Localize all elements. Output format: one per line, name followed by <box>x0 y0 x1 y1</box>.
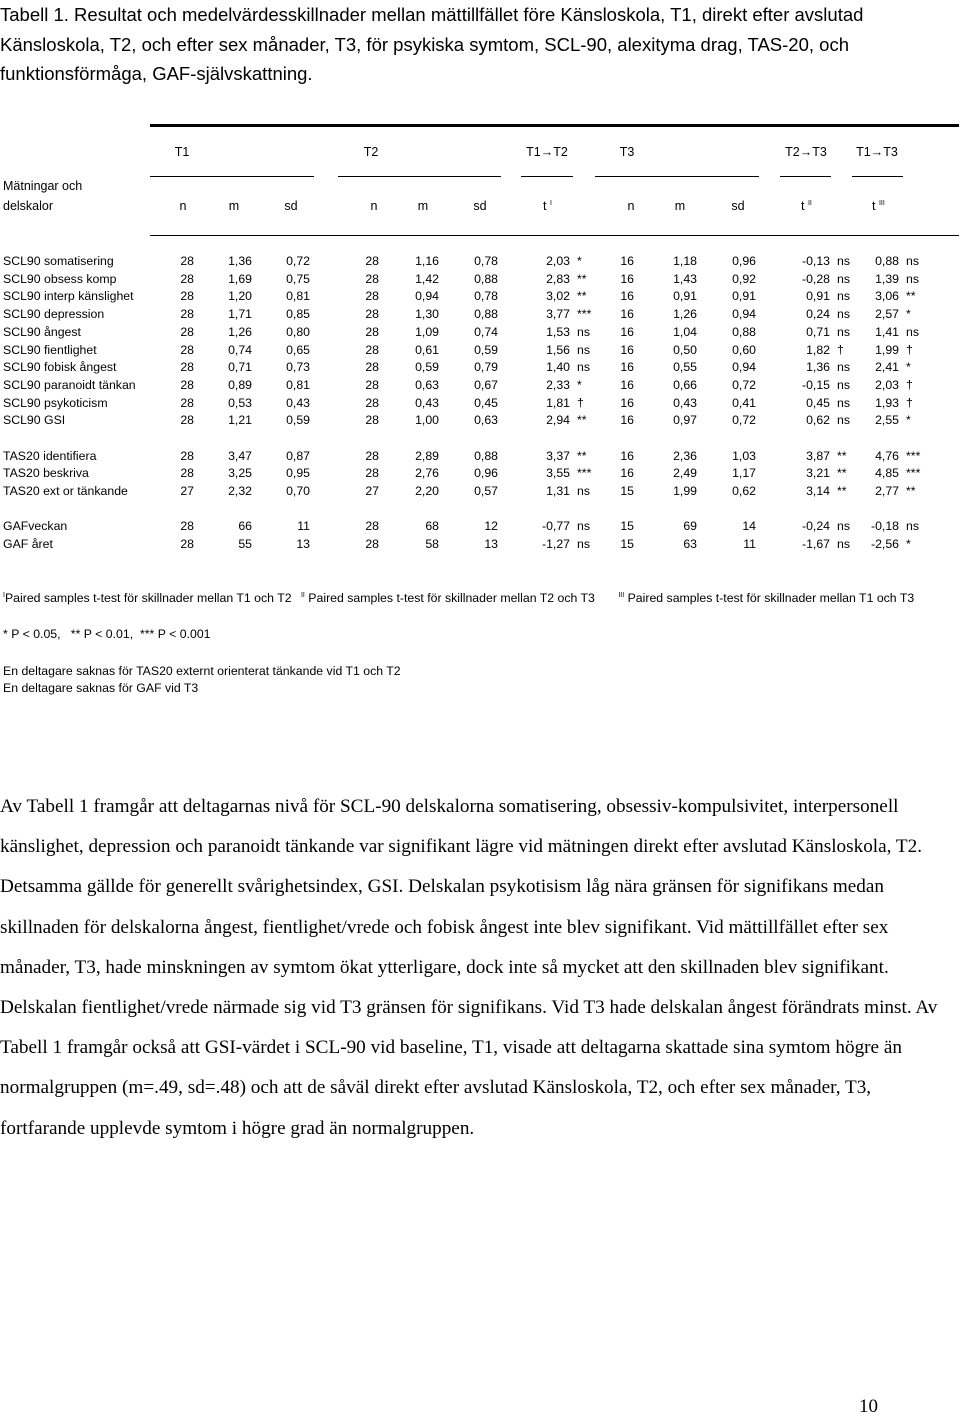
table-cell: 1,41 <box>875 324 899 339</box>
table-cell: 2,57 <box>875 307 899 322</box>
table-cell: * <box>577 377 582 392</box>
underline-t3 <box>595 176 759 177</box>
table-cell: ns <box>837 360 850 375</box>
group-header-t1: T1 <box>174 145 190 159</box>
table-cell: 0,85 <box>286 307 310 322</box>
table-cell: 0,61 <box>415 342 439 357</box>
table-cell: 2,94 <box>546 413 570 428</box>
table-cell: 1,43 <box>673 271 697 286</box>
table-cell: ns <box>837 395 850 410</box>
table-cell: ns <box>837 377 850 392</box>
table-cell: 0,60 <box>732 342 756 357</box>
col-header: m <box>674 199 686 213</box>
table-cell: 3,21 <box>806 466 830 481</box>
table-cell: 1,81 <box>546 395 570 410</box>
table-cell: 16 <box>620 324 634 339</box>
table-cell: 1,69 <box>228 271 252 286</box>
table-cell: ns <box>837 254 850 268</box>
table-row <box>0 483 960 500</box>
table-cell: 1,20 <box>228 289 252 304</box>
table-cell: 0,70 <box>286 483 310 498</box>
table-cell: 1,82 <box>806 342 830 357</box>
table-cell: ns <box>906 271 919 286</box>
table-cell: 63 <box>683 536 697 551</box>
table-cell: 3,06 <box>875 289 899 304</box>
table-cell: 3,77 <box>546 307 570 322</box>
table-cell: 1,00 <box>415 413 439 428</box>
table-top-rule <box>150 124 959 127</box>
table-cell: 13 <box>296 536 310 551</box>
table-row <box>0 359 960 376</box>
table-cell: 0,50 <box>673 342 697 357</box>
table-row <box>0 306 960 323</box>
col-header-t-i: t $^I$ <box>543 199 552 213</box>
table-cell: ** <box>837 466 847 481</box>
table-cell: 28 <box>180 360 194 375</box>
table-cell: 16 <box>620 307 634 322</box>
table-cell: 15 <box>620 519 634 534</box>
table-cell: ns <box>577 342 590 357</box>
table-cell: 0,96 <box>732 254 756 268</box>
table-cell: 2,89 <box>415 448 439 463</box>
row-header-line-2: delskalor <box>3 199 54 213</box>
table-cell: 0,43 <box>286 395 310 410</box>
table-cell: 0,94 <box>732 307 756 322</box>
table-cell: 28 <box>365 254 379 268</box>
table-cell: ** <box>577 448 587 463</box>
table-cell: 0,55 <box>673 360 697 375</box>
table-cell: 0,43 <box>673 395 697 410</box>
table-cell: 28 <box>365 307 379 322</box>
table-cell: 69 <box>683 519 697 534</box>
table-cell: 28 <box>180 519 194 534</box>
table-cell: 1,03 <box>732 448 756 463</box>
table-cell: 0,88 <box>474 271 498 286</box>
col-header-t-ii: t $^{II}$ <box>801 199 812 213</box>
table-cell: ** <box>906 289 916 304</box>
table-cell: † <box>837 342 844 357</box>
table-cell: 0,94 <box>415 289 439 304</box>
table-cell: -0,18 <box>870 519 899 534</box>
table-cell: -1,67 <box>801 536 830 551</box>
table-cell: 0,75 <box>286 271 310 286</box>
table-cell: 0,92 <box>732 271 756 286</box>
table-cell: 1,99 <box>875 342 899 357</box>
table-cell: 0,97 <box>673 413 697 428</box>
table-cell: 0,73 <box>286 360 310 375</box>
row-label: TAS20 ext or tänkande <box>3 483 128 498</box>
col-header-t-iii: t $^{III}$ <box>872 199 885 213</box>
table-cell: 55 <box>238 536 252 551</box>
underline-t1-t2 <box>521 176 573 177</box>
row-label: TAS20 identifiera <box>3 448 97 463</box>
table-cell: 2,32 <box>228 483 252 498</box>
footnote-tests: $^I$Paired samples t-test för skillnader mellan T1 och T2 $^{II}$ Paired samples t-test för skillnader mellan T2 och T3 $^{III}$ Paired samples t-test för skillnader mellan T1 och T3 <box>3 591 915 605</box>
table-cell: 3,87 <box>806 448 830 463</box>
table-cell: 28 <box>180 413 194 428</box>
table-cell: 3,47 <box>228 448 252 463</box>
table-cell: ns <box>577 360 590 375</box>
table-cell: ns <box>906 519 919 534</box>
table-cell: -0,13 <box>801 254 830 268</box>
table-cell: 0,81 <box>286 377 310 392</box>
table-cell: 68 <box>425 519 439 534</box>
table-cell: 28 <box>365 324 379 339</box>
table-row <box>0 253 960 270</box>
table-cell: 28 <box>180 342 194 357</box>
table-cell: 14 <box>742 519 756 534</box>
table-cell: 28 <box>365 413 379 428</box>
table-cell: 0,59 <box>474 342 498 357</box>
table-cell: ns <box>837 271 850 286</box>
table-cell: 58 <box>425 536 439 551</box>
row-label: SCL90 obsess komp <box>3 271 117 286</box>
table-cell: † <box>577 395 584 410</box>
table-cell: 27 <box>365 483 379 498</box>
table-cell: ** <box>837 483 847 498</box>
table-row <box>0 342 960 359</box>
table-cell: -0,15 <box>801 377 830 392</box>
col-header: sd <box>731 199 745 213</box>
table-cell: -0,24 <box>801 519 830 534</box>
table-cell: 1,16 <box>415 254 439 268</box>
table-cell: 28 <box>180 448 194 463</box>
table-cell: 0,91 <box>806 289 830 304</box>
table-cell: 2,83 <box>546 271 570 286</box>
table-cell: 0,91 <box>732 289 756 304</box>
table-cell: 0,72 <box>732 413 756 428</box>
table-cell: 0,80 <box>286 324 310 339</box>
table-row <box>0 412 960 429</box>
table-cell: 27 <box>180 483 194 498</box>
table-cell: 28 <box>365 289 379 304</box>
table-cell: 28 <box>365 395 379 410</box>
table-cell: 1,21 <box>228 413 252 428</box>
table-cell: 11 <box>297 519 310 534</box>
table-cell: 0,96 <box>474 466 498 481</box>
col-header: sd <box>473 199 487 213</box>
table-cell: 0,89 <box>228 377 252 392</box>
table-cell: 1,56 <box>546 342 570 357</box>
table-cell: 0,78 <box>474 289 498 304</box>
table-cell: -0,77 <box>541 519 570 534</box>
row-label: SCL90 interp känslighet <box>3 289 134 304</box>
group-header-t1-t3: T1→T3 <box>856 145 898 159</box>
table-cell: 0,63 <box>415 377 439 392</box>
group-header-t3: T3 <box>619 145 635 159</box>
table-cell: 16 <box>620 466 634 481</box>
table-cell: 28 <box>180 466 194 481</box>
table-cell: 16 <box>620 254 634 268</box>
table-cell: ns <box>837 536 850 551</box>
table-cell: 0,88 <box>732 324 756 339</box>
table-cell: -0,28 <box>801 271 830 286</box>
table-cell: 16 <box>620 289 634 304</box>
table-cell: 0,78 <box>474 254 498 268</box>
table-cell: † <box>906 377 913 392</box>
table-cell: 0,72 <box>286 254 310 268</box>
table-cell: ns <box>837 307 850 322</box>
row-label: SCL90 psykoticism <box>3 395 108 410</box>
table-cell: 0,79 <box>474 360 498 375</box>
col-header: m <box>228 199 240 213</box>
table-cell: ** <box>577 271 587 286</box>
table-cell: 28 <box>180 289 194 304</box>
table-cell: 0,66 <box>673 377 697 392</box>
table-cell: 0,91 <box>673 289 697 304</box>
col-header: m <box>417 199 429 213</box>
table-row <box>0 271 960 288</box>
table-cell: 11 <box>743 536 756 551</box>
table-cell: * <box>577 254 582 268</box>
table-cell: 0,72 <box>732 377 756 392</box>
table-cell: 28 <box>180 307 194 322</box>
table-cell: † <box>906 395 913 410</box>
table-cell: 1,26 <box>673 307 697 322</box>
table-cell: 2,41 <box>875 360 899 375</box>
table-cell: 28 <box>180 271 194 286</box>
table-row <box>0 536 960 553</box>
table-cell: 3,37 <box>546 448 570 463</box>
table-cell: 28 <box>365 448 379 463</box>
table-cell: ns <box>577 519 590 534</box>
table-cell: 0,59 <box>415 360 439 375</box>
table-cell: 3,02 <box>546 289 570 304</box>
table-cell: 1,53 <box>546 324 570 339</box>
table-cell: 1,39 <box>875 271 899 286</box>
table-caption: Tabell 1. Resultat och medelvärdesskillnader mellan mättillfället före Känsloskola, T1, direkt efter avslutad Känsloskola, T2, och efter sex månader, T3, för psykiska symtom, SCL-90, alexityma drag, TAS-20, och funktionsförmåga, GAF-självskattning. <box>0 4 864 84</box>
table-cell: 1,40 <box>546 360 570 375</box>
table-cell: 12 <box>484 519 498 534</box>
table-cell: ** <box>577 289 587 304</box>
table-cell: 0,95 <box>286 466 310 481</box>
col-header: sd <box>284 199 298 213</box>
table-row <box>0 377 960 394</box>
table-cell: 28 <box>365 271 379 286</box>
table-cell: 3,25 <box>228 466 252 481</box>
row-label: SCL90 GSI <box>3 413 66 428</box>
col-header: n <box>627 199 635 213</box>
table-cell: 28 <box>365 466 379 481</box>
row-label: TAS20 beskriva <box>3 466 89 481</box>
table-cell: 0,67 <box>474 377 498 392</box>
table-cell: ns <box>906 254 919 268</box>
table-row <box>0 395 960 412</box>
page-number: 10 <box>859 1396 878 1417</box>
table-cell: ns <box>906 324 919 339</box>
table-cell: 28 <box>180 377 194 392</box>
table-cell: 28 <box>180 254 194 268</box>
footnote-significance: * P < 0.05, ** P < 0.01, *** P < 0.001 <box>3 627 211 641</box>
table-cell: 1,09 <box>415 324 439 339</box>
row-label: SCL90 fientlighet <box>3 342 97 357</box>
table-row <box>0 288 960 305</box>
table-cell: 0,74 <box>474 324 498 339</box>
table-cell: 28 <box>365 377 379 392</box>
table-cell: * <box>906 536 911 551</box>
table-cell: 0,88 <box>875 254 899 268</box>
table-cell: *** <box>577 466 592 481</box>
table-cell: 16 <box>620 448 634 463</box>
table-cell: 0,65 <box>286 342 310 357</box>
table-cell: 16 <box>620 271 634 286</box>
table-cell: 2,03 <box>875 377 899 392</box>
table-cell: 0,59 <box>286 413 310 428</box>
table-cell: 2,76 <box>415 466 439 481</box>
table-cell: 16 <box>620 413 634 428</box>
body-paragraph: Av Tabell 1 framgår att deltagarnas nivå för SCL-90 delskalorna somatisering, obsessiv-kompulsivitet, interpersonell känslighet, depression och paranoidt tänkande var signifikant lägre vid mätningen direkt efter avslutad Känsloskola, T2. Detsamma gällde för generellt svårighetsindex, GSI. Delskalan psykotisism låg nära gränsen för signifikans medan skillnaden för delskalorna ångest, fientlighet/vrede och fobisk ångest inte blev signifikant. Vid mättillfället efter sex månader, T3, hade minskningen av symtom ökat ytterligare, dock inte så mycket att den skillnaden blev signifikant. Delskalan fientlighet/vrede närmade sig vid T3 gränsen för signifikans. Vid T3 hade delskalan ångest förändrats minst. Av Tabell 1 framgår också att GSI-värdet i SCL-90 vid baseline, T1, visade att deltagarna skattade sina symtom högre än normalgruppen (m=.49, sd=.48) och att de såväl direkt efter avslutad Känsloskola, T2, och efter sex månader, T3, fortfarande upplevde symtom i högre grad än normalgruppen. <box>0 796 938 1139</box>
row-label: SCL90 paranoidt tänkan <box>3 377 136 392</box>
table-cell: 28 <box>180 395 194 410</box>
table-cell: 0,43 <box>415 395 439 410</box>
table-cell: 0,57 <box>474 483 498 498</box>
table-cell: 28 <box>365 536 379 551</box>
table-cell: 2,49 <box>673 466 697 481</box>
table-cell: 0,45 <box>474 395 498 410</box>
table-cell: ** <box>906 483 916 498</box>
group-header-t1-t2: T1→T2 <box>526 145 568 159</box>
table-cell: 0,88 <box>474 448 498 463</box>
table-cell: * <box>906 360 911 375</box>
table-cell: 28 <box>180 324 194 339</box>
table-cell: 15 <box>620 536 634 551</box>
table-cell: 28 <box>365 342 379 357</box>
footnote-missing-gaf: En deltagare saknas för GAF vid T3 <box>3 681 199 695</box>
table-cell: 1,26 <box>228 324 252 339</box>
group-header-t2: T2 <box>363 145 379 159</box>
table-cell: 2,33 <box>546 377 570 392</box>
table-cell: 1,18 <box>673 254 697 268</box>
table-cell: *** <box>906 466 921 481</box>
table-cell: -1,27 <box>541 536 570 551</box>
table-header-rule <box>150 235 959 236</box>
table-cell: * <box>906 307 911 322</box>
table-cell: *** <box>577 307 592 322</box>
footnote-missing-tas20: En deltagare saknas för TAS20 externt orienterat tänkande vid T1 och T2 <box>3 664 401 678</box>
underline-t1-t3 <box>852 176 903 177</box>
table-row <box>0 518 960 535</box>
table-cell: † <box>906 342 913 357</box>
table-cell: 1,36 <box>228 254 252 268</box>
table-row <box>0 448 960 465</box>
table-cell: 0,88 <box>474 307 498 322</box>
table-cell: 4,85 <box>875 466 899 481</box>
table-cell: 28 <box>365 519 379 534</box>
table-cell: 1,31 <box>546 483 570 498</box>
table-cell: 0,71 <box>228 360 252 375</box>
table-cell: 16 <box>620 377 634 392</box>
table-cell: ns <box>837 324 850 339</box>
table-cell: ns <box>837 413 850 428</box>
table-cell: 1,36 <box>806 360 830 375</box>
table-cell: 0,94 <box>732 360 756 375</box>
col-header: n <box>370 199 378 213</box>
table-cell: 2,20 <box>415 483 439 498</box>
table-cell: 3,14 <box>806 483 830 498</box>
row-header-line-1: Mätningar och <box>3 179 83 193</box>
table-cell: 1,99 <box>673 483 697 498</box>
table-cell: ns <box>577 536 590 551</box>
table-cell: 0,74 <box>228 342 252 357</box>
table-cell: 15 <box>620 483 634 498</box>
table-cell: 1,17 <box>732 466 756 481</box>
table-cell: ** <box>577 413 587 428</box>
table-cell: 66 <box>238 519 252 534</box>
table-cell: 3,55 <box>546 466 570 481</box>
underline-t1 <box>150 176 314 177</box>
table-cell: 1,30 <box>415 307 439 322</box>
table-cell: 0,87 <box>286 448 310 463</box>
table-cell: 16 <box>620 395 634 410</box>
table-cell: 16 <box>620 360 634 375</box>
table-cell: 0,81 <box>286 289 310 304</box>
table-cell: 1,71 <box>228 307 252 322</box>
table-cell: ns <box>577 483 590 498</box>
table-cell: 2,77 <box>875 483 899 498</box>
table-cell: *** <box>906 448 921 463</box>
table-cell: ns <box>577 324 590 339</box>
table-cell: 0,62 <box>732 483 756 498</box>
row-label: SCL90 somatisering <box>3 254 114 268</box>
table-cell: 1,04 <box>673 324 697 339</box>
table-cell: ** <box>837 448 847 463</box>
table-cell: 13 <box>484 536 498 551</box>
table-cell: 28 <box>180 536 194 551</box>
row-label: SCL90 fobisk ångest <box>3 360 117 375</box>
table-cell: 1,93 <box>875 395 899 410</box>
group-header-t2-t3: T2→T3 <box>785 145 827 159</box>
row-label: SCL90 depression <box>3 307 105 322</box>
table-cell: * <box>906 413 911 428</box>
table-cell: 0,62 <box>806 413 830 428</box>
table-cell: 1,42 <box>415 271 439 286</box>
underline-t2 <box>338 176 501 177</box>
table-cell: 28 <box>365 360 379 375</box>
table-cell: 0,63 <box>474 413 498 428</box>
row-label: GAFveckan <box>3 519 68 534</box>
table-row <box>0 324 960 341</box>
row-label: SCL90 ångest <box>3 324 81 339</box>
table-cell: 16 <box>620 342 634 357</box>
table-cell: 0,45 <box>806 395 830 410</box>
table-cell: 2,03 <box>546 254 570 268</box>
table-cell: 0,71 <box>806 324 830 339</box>
table-cell: 2,36 <box>673 448 697 463</box>
table-cell: 2,55 <box>875 413 899 428</box>
table-cell: 0,53 <box>228 395 252 410</box>
table-cell: 4,76 <box>875 448 899 463</box>
table-cell: ns <box>837 519 850 534</box>
table-cell: ns <box>837 289 850 304</box>
table-cell: 0,41 <box>732 395 756 410</box>
table-cell: 0,24 <box>806 307 830 322</box>
underline-t2-t3 <box>780 176 831 177</box>
row-label: GAF året <box>3 536 53 551</box>
col-header: n <box>179 199 187 213</box>
table-row <box>0 465 960 482</box>
table-cell: -2,56 <box>870 536 899 551</box>
